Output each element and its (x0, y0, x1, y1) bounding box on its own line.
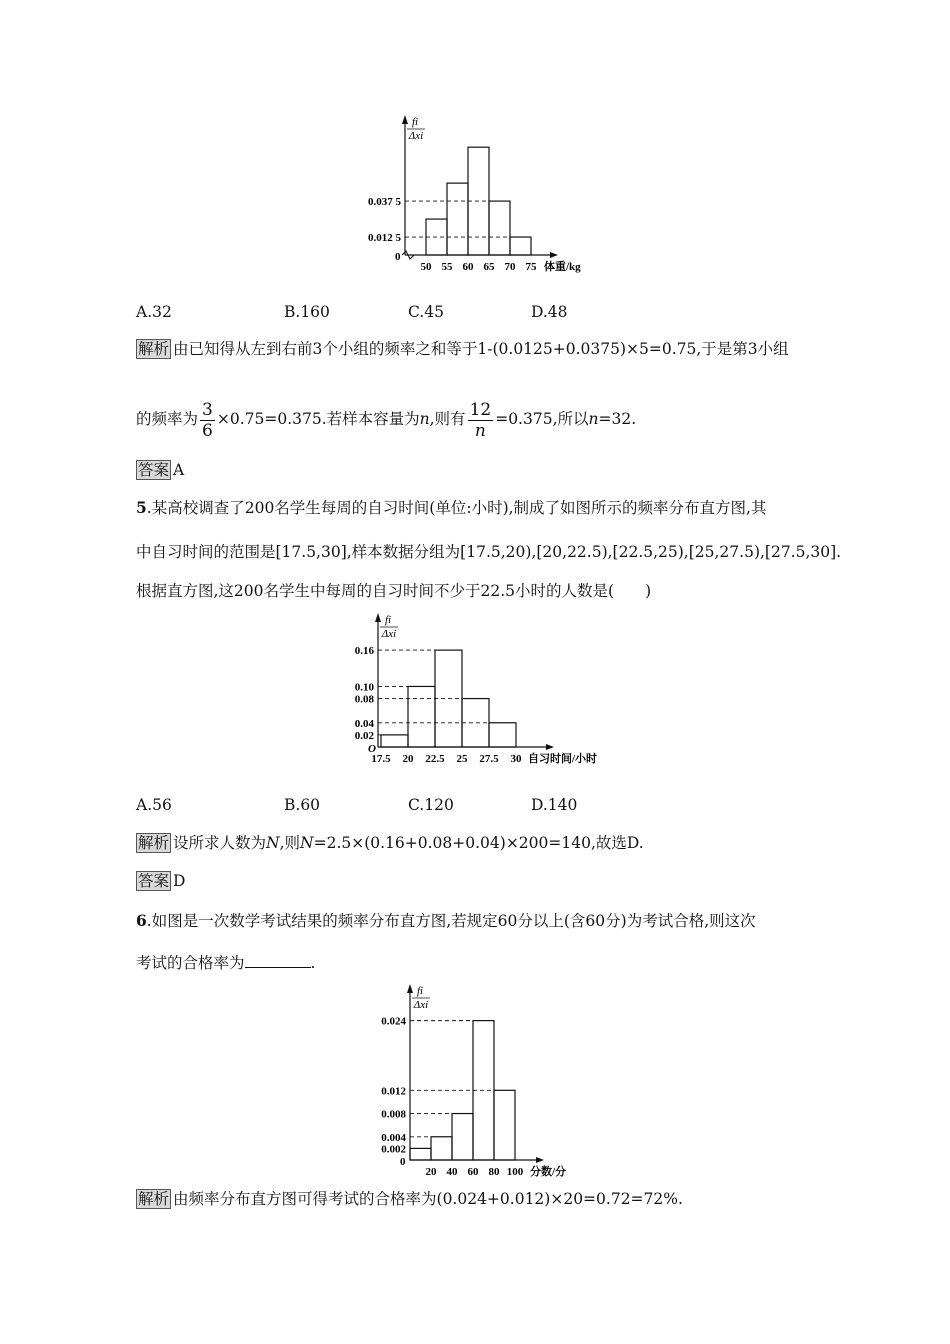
y-axis-label-numerator: fi (384, 614, 392, 626)
x-tick-label: 100 (506, 1166, 524, 1178)
y-tick-label: 0.16 (354, 645, 374, 658)
fraction-numerator: 3 (202, 399, 213, 420)
answer-value: A (173, 461, 185, 479)
histogram-bar (510, 237, 531, 255)
q5-question-line2: 中自习时间的范围是[17.5,30],样本数据分组为[17.5,20),[20,22.5),[22.5,25),[25,27.5),[27.5,30]. (136, 543, 842, 561)
x-tick-label: 25 (456, 753, 468, 765)
analysis-tag: 解析 (138, 834, 170, 852)
option-c: C.120 (408, 796, 454, 814)
analysis-text: ,则有 (429, 410, 466, 428)
y-axis-arrow (375, 613, 381, 622)
question-number: 6 (136, 911, 147, 930)
analysis-text: 由频率分布直方图可得考试的合格率为(0.024+0.012)×20=0.72=72%. (173, 1190, 683, 1208)
y-axis-arrow (407, 984, 413, 993)
histogram-bar (494, 1090, 515, 1160)
y-tick-label: 0.008 (381, 1108, 406, 1121)
y-axis-label-denominator: Δxi (413, 999, 429, 1011)
analysis-text: ,则 (279, 834, 301, 852)
question-text: 考试的合格率为 (136, 954, 245, 972)
q6-analysis (136, 1188, 683, 1210)
x-tick-label: 55 (441, 261, 453, 273)
option-d: D.48 (531, 303, 568, 321)
histogram-bar (408, 686, 435, 747)
answer-tag: 答案 (138, 872, 170, 890)
x-tick-label: 20 (425, 1166, 437, 1178)
x-axis-label: 分数/分 (530, 1166, 567, 1178)
fraction (468, 400, 494, 441)
q5-analysis (136, 832, 644, 854)
y-tick-label: 0.004 (381, 1131, 406, 1144)
variable: N (300, 834, 314, 852)
q5-answer (136, 870, 185, 892)
x-tick-label: 75 (525, 261, 537, 273)
y-tick-label: 0.02 (354, 729, 374, 742)
y-tick-label: 0.012 5 (368, 232, 401, 245)
y-tick-label: 0.10 (354, 681, 374, 694)
q4-analysis-line2 (136, 396, 636, 442)
origin-label: 0 (400, 1156, 406, 1168)
x-tick-label: 60 (467, 1166, 479, 1178)
analysis-text: 由已知得从左到右前3个小组的频率之和等于1-(0.0125+0.0375)×5=0.75,于是第3小组 (173, 340, 789, 358)
histogram-bar (452, 1114, 473, 1160)
analysis-text: =0.375,所以 (495, 410, 589, 428)
x-tick-label: 22.5 (425, 753, 445, 765)
y-tick-label: 0.037 5 (368, 196, 401, 209)
x-tick-label: 30 (510, 753, 522, 765)
option-c: C.45 (408, 303, 444, 321)
y-tick-label: 0.024 (381, 1015, 406, 1028)
x-tick-label: 50 (420, 261, 432, 273)
y-axis-arrow (402, 115, 408, 124)
question-text: .如图是一次数学考试结果的频率分布直方图,若规定60分以上(含60分)为考试合格,则这次 (146, 912, 756, 930)
x-axis-arrow (550, 252, 558, 258)
x-axis-label: 体重/kg (544, 261, 581, 273)
x-axis-arrow (546, 744, 554, 750)
option-a: A.32 (136, 303, 172, 321)
x-tick-label: 27.5 (479, 753, 499, 765)
fraction (200, 400, 215, 441)
fraction-denominator: n (474, 420, 486, 441)
origin-label: O (368, 743, 376, 755)
histogram-bar (489, 201, 510, 255)
histogram-bar (489, 723, 516, 747)
histogram-study-time (333, 613, 613, 778)
x-axis-label: 自习时间/小时 (528, 753, 598, 765)
histogram-scores (370, 985, 600, 1180)
histogram-bar (410, 1148, 431, 1160)
y-axis-label-numerator: fi (416, 985, 424, 997)
q6-question-line1 (136, 910, 756, 932)
fraction-denominator: 6 (202, 420, 213, 441)
question-text: .某高校调查了200名学生每周的自习时间(单位:小时),制成了如图所示的频率分布直方图,其 (146, 499, 767, 517)
analysis-tag: 解析 (138, 1190, 170, 1208)
y-tick-label: 0.012 (381, 1085, 406, 1098)
x-tick-label: 17.5 (371, 753, 391, 765)
x-tick-label: 70 (504, 261, 516, 273)
x-tick-label: 65 (483, 261, 495, 273)
y-tick-label: 0.002 (381, 1143, 406, 1156)
analysis-text: =32. (598, 410, 637, 428)
answer-value: D (173, 872, 186, 890)
origin-label: 0 (395, 251, 401, 263)
q5-question-line3: 根据直方图,这200名学生中每周的自习时间不少于22.5小时的人数是( ) (136, 582, 652, 600)
x-tick-label: 80 (488, 1166, 500, 1178)
x-axis-arrow (536, 1157, 544, 1163)
y-axis-label-denominator: Δxi (408, 130, 424, 142)
fraction-numerator: 12 (469, 399, 492, 420)
histogram-bar (447, 183, 468, 255)
option-b: B.60 (284, 796, 321, 814)
x-tick-label: 60 (462, 261, 474, 273)
variable: N (266, 834, 280, 852)
question-text: . (310, 954, 316, 972)
y-tick-label: 0.08 (354, 693, 374, 706)
option-a: A.56 (136, 796, 172, 814)
variable: n (588, 410, 599, 428)
q4-answer (136, 459, 184, 481)
analysis-tag: 解析 (138, 340, 170, 358)
q4-analysis-line1 (136, 338, 789, 360)
analysis-text: ×0.75=0.375.若样本容量为 (216, 410, 420, 428)
option-b: B.160 (284, 303, 330, 321)
analysis-text: =2.5×(0.16+0.08+0.04)×200=140,故选D. (313, 834, 644, 852)
analysis-text: 设所求人数为 (173, 834, 267, 852)
q6-question-line2 (136, 952, 315, 974)
y-tick-label: 0.04 (354, 717, 374, 730)
x-tick-label: 20 (402, 753, 414, 765)
option-d: D.140 (531, 796, 578, 814)
x-tick-label: 40 (446, 1166, 458, 1178)
question-number: 5 (136, 498, 147, 517)
analysis-text: 的频率为 (136, 410, 199, 428)
variable: n (419, 410, 430, 428)
histogram-bar (381, 735, 408, 747)
answer-blank (245, 953, 311, 968)
answer-tag: 答案 (138, 461, 170, 479)
histogram-bar (431, 1137, 452, 1160)
histogram-weight (360, 116, 600, 280)
y-axis-label-denominator: Δxi (381, 628, 397, 640)
y-axis-label-numerator: fi (411, 116, 419, 128)
q5-question-line1 (136, 497, 766, 519)
